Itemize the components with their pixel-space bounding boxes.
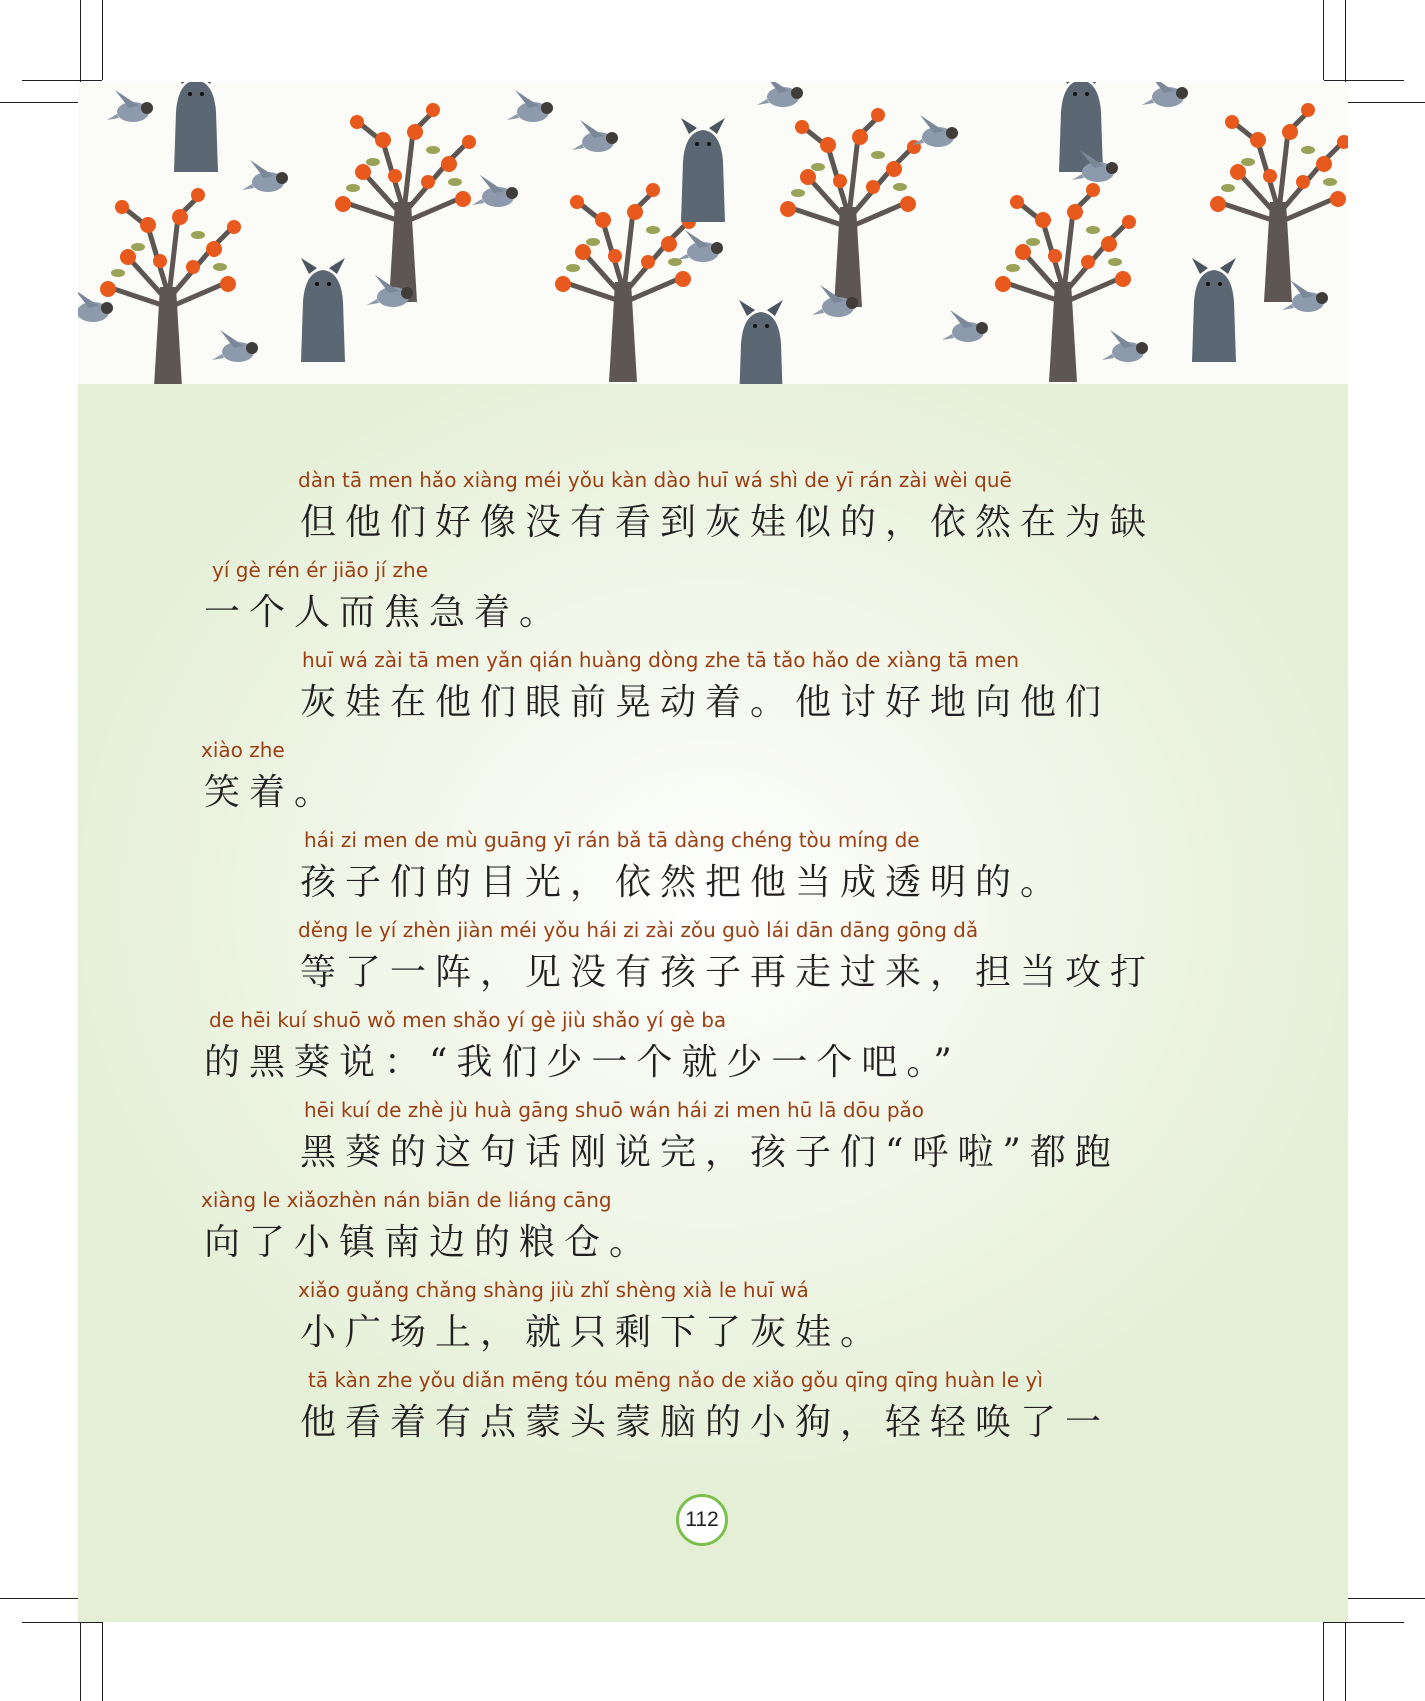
illustration-scene (78, 82, 1348, 384)
hanzi-line: 但他们好像没有看到灰娃似的，依然在为缺 (300, 502, 1156, 543)
dog-icon (681, 118, 725, 222)
persimmon-tree-icon (100, 188, 241, 384)
hanzi-line: 小广场上，就只剩下了灰娃。 (300, 1312, 886, 1353)
persimmon-tree-icon (555, 183, 696, 382)
pinyin-line: hēi kuí de zhè jù huà gāng shuō wán hái zi men hū lā dōu pǎo (304, 1098, 924, 1122)
dog-icon (174, 82, 218, 172)
text-line (78, 918, 1348, 1008)
bird-icon (677, 230, 723, 262)
text-line (78, 558, 1348, 648)
hanzi-line: 向了小镇南边的粮仓。 (204, 1222, 655, 1263)
hanzi-line: 孩子们的目光，依然把他当成透明的。 (300, 862, 1066, 903)
hanzi-line: 黑葵的这句话刚说完，孩子们“呼啦”都跑 (300, 1132, 1120, 1173)
hanzi-line: 一个人而焦急着。 (204, 592, 565, 633)
text-line (78, 1008, 1348, 1098)
pinyin-line: huī wá zài tā men yǎn qián huàng dòng zhe tā tǎo hǎo de xiàng tā men (302, 648, 1020, 672)
hanzi-line: 的黑葵说：“我们少一个就少一个吧。” (204, 1042, 961, 1083)
hanzi-line: 笑着。 (204, 772, 340, 813)
text-line (78, 738, 1348, 828)
crop-mark-bl-v (102, 1622, 103, 1701)
persimmon-tree-icon (1210, 103, 1348, 302)
pinyin-line: hái zi men de mù guāng yī rán bǎ tā dàng chéng tòu míng de (304, 828, 920, 852)
page-number: 112 (676, 1494, 728, 1546)
bird-icon (1142, 82, 1188, 107)
text-line (78, 828, 1348, 918)
hanzi-line: 灰娃在他们眼前晃动着。他讨好地向他们 (300, 682, 1111, 723)
persimmon-tree-icon (780, 108, 921, 307)
crop-mark-tl-h2 (0, 102, 80, 103)
story-text-panel (78, 384, 1348, 1622)
pinyin-line: de hēi kuí shuō wǒ men shǎo yí gè jiù shǎo yí gè ba (209, 1008, 727, 1032)
pinyin-line: děng le yí zhèn jiàn méi yǒu hái zi zài zǒu guò lái dān dāng gōng dǎ (298, 918, 979, 942)
bird-icon (507, 90, 553, 122)
crop-mark-bl-h2 (0, 1598, 80, 1599)
hanzi-line: 他看着有点蒙头蒙脑的小狗，轻轻唤了一 (300, 1402, 1111, 1443)
pinyin-line: xiǎo guǎng chǎng shàng jiù zhǐ shèng xià le huī wá (298, 1278, 809, 1302)
dog-icon (739, 300, 783, 384)
text-line (78, 1098, 1348, 1188)
pinyin-line: xiào zhe (201, 738, 285, 762)
bird-icon (942, 310, 988, 342)
illustration-banner (78, 82, 1348, 384)
crop-mark-tl-h (22, 80, 102, 81)
hanzi-line: 等了一阵，见没有孩子再走过来，担当攻打 (300, 952, 1156, 993)
text-line (78, 1368, 1348, 1458)
crop-mark-br-v (1323, 1622, 1324, 1701)
dog-icon (1192, 258, 1236, 362)
pinyin-line: dàn tā men hǎo xiàng méi yǒu kàn dào huī wá shì de yī rán zài wèi quē (298, 468, 1012, 492)
bird-icon (107, 90, 153, 122)
bird-icon (212, 330, 258, 362)
persimmon-tree-icon (335, 103, 476, 302)
text-line (78, 648, 1348, 738)
bird-icon (757, 82, 803, 107)
bird-icon (472, 175, 518, 207)
crop-mark-tr-v (1323, 0, 1324, 80)
pinyin-line: tā kàn zhe yǒu diǎn mēng tóu mēng nǎo de xiǎo gǒu qīng qīng huàn le yì (308, 1368, 1043, 1392)
crop-mark-tl-v (102, 0, 103, 80)
text-line (78, 1278, 1348, 1368)
bird-icon (1102, 330, 1148, 362)
dog-icon (301, 258, 345, 362)
text-line (78, 1188, 1348, 1278)
crop-mark-tr-h (1324, 80, 1404, 81)
text-line (78, 468, 1348, 558)
bird-icon (912, 115, 958, 147)
crop-mark-br-h (1324, 1622, 1404, 1623)
crop-mark-tr-h2 (1345, 102, 1425, 103)
crop-mark-bl-h (22, 1622, 102, 1623)
bird-icon (572, 120, 618, 152)
dog-icon (1059, 82, 1103, 172)
crop-mark-br-h2 (1345, 1598, 1425, 1599)
pinyin-line: yí gè rén ér jiāo jí zhe (212, 558, 429, 582)
pinyin-line: xiàng le xiǎozhèn nán biān de liáng cāng (201, 1188, 612, 1212)
bird-icon (242, 160, 288, 192)
